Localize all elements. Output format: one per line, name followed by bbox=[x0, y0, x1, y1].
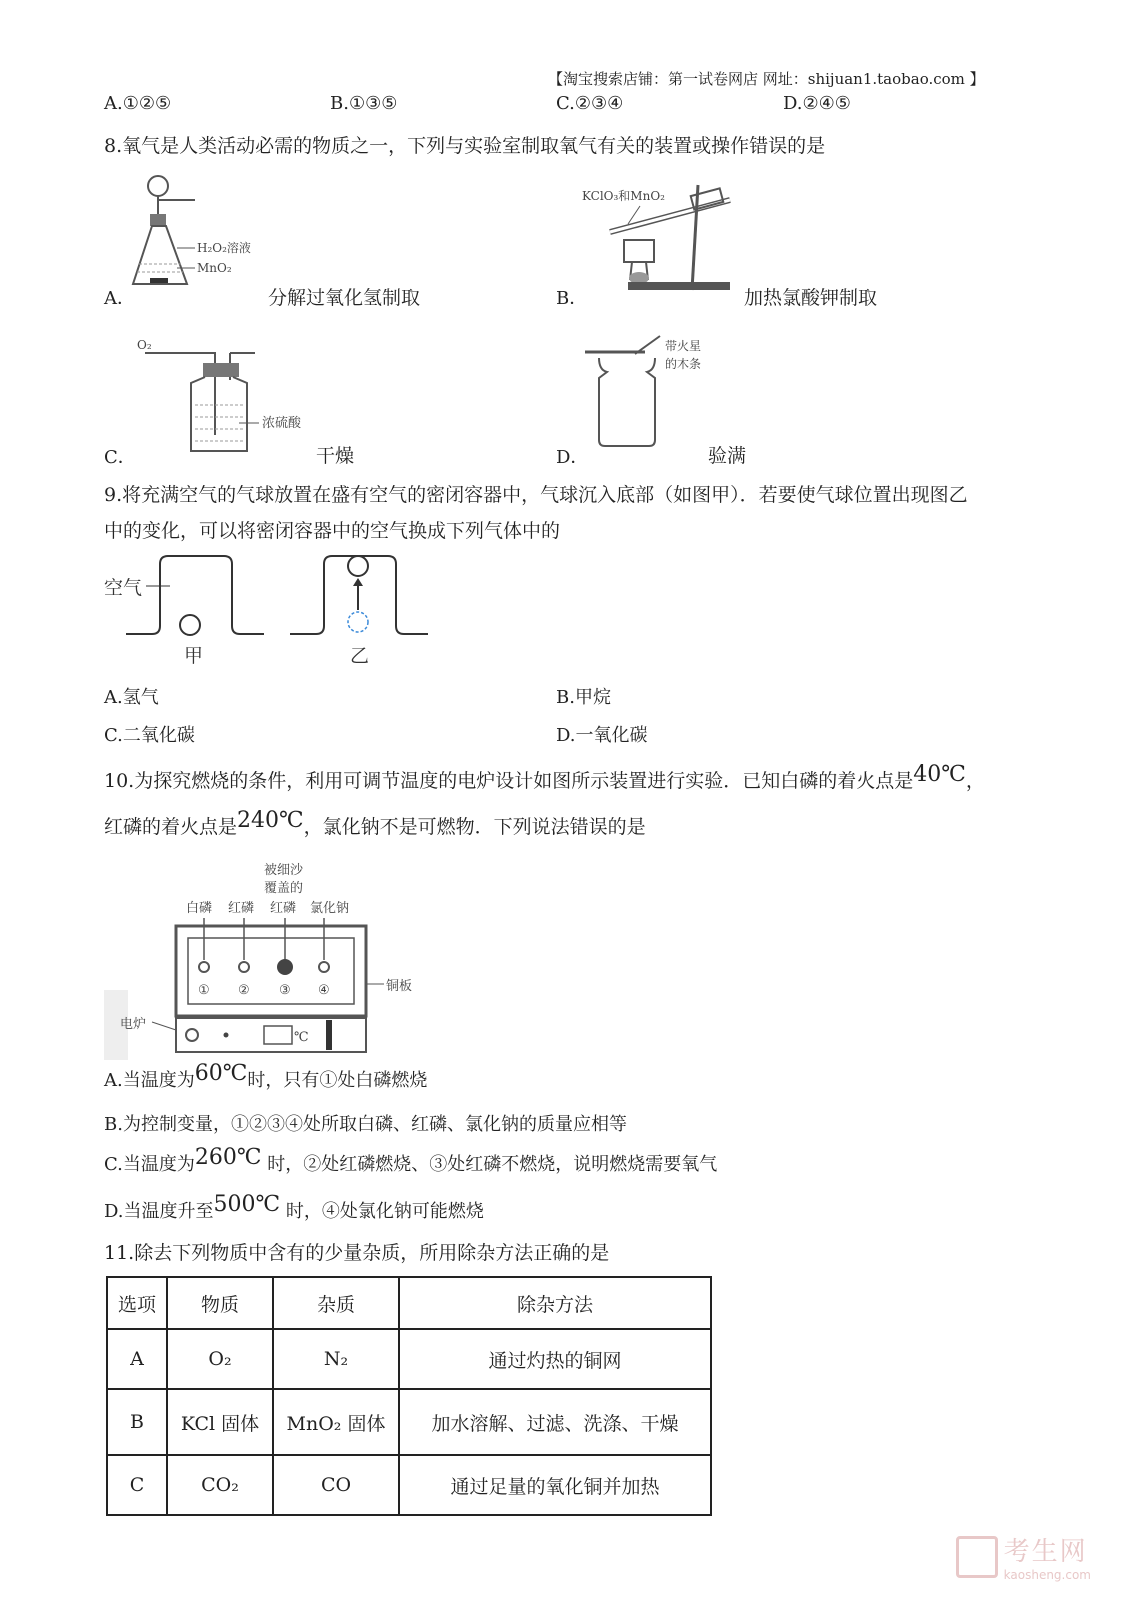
fig-air-label: 空气 bbox=[104, 577, 143, 599]
q8-a-letter: A． bbox=[104, 288, 135, 309]
impurity-table bbox=[106, 1276, 712, 1516]
fig-label-1: 白磷 bbox=[186, 901, 213, 916]
q7-option-a: A.①②⑤ bbox=[104, 93, 172, 114]
fig-top2: 覆盖的 bbox=[264, 881, 304, 896]
c-fig-label2: 浓硫酸 bbox=[262, 416, 302, 431]
c-fig-label1: O₂ bbox=[137, 338, 152, 352]
q8-d-letter: D． bbox=[556, 447, 589, 468]
a-fig-label2: MnO₂ bbox=[197, 261, 232, 275]
watermark-logo-icon bbox=[956, 1536, 998, 1578]
d-fig-label1: 带火星 bbox=[665, 339, 702, 353]
fig-num-2: ② bbox=[238, 983, 250, 998]
q10-option-c: C.当温度为260℃ 时，②处红磷燃烧、③处红磷不燃烧，说明燃烧需要氧气 bbox=[104, 1145, 718, 1175]
table-row: B KCl 固体 MnO₂ 固体 加水溶解、过滤、洗涤、干燥 bbox=[107, 1389, 711, 1455]
q8-a-caption: 分解过氧化氢制取 bbox=[268, 287, 421, 309]
flask-figure bbox=[125, 172, 275, 297]
q7-option-b: B.①③⑤ bbox=[330, 93, 398, 114]
q8-c-caption: 干燥 bbox=[316, 445, 355, 467]
fig-label-4: 氯化钠 bbox=[310, 901, 350, 916]
q9-option-a: A.氢气 bbox=[104, 687, 159, 708]
fig-plate-label: 铜板 bbox=[386, 979, 413, 994]
table-row: C CO₂ CO 通过足量的氧化铜并加热 bbox=[107, 1455, 711, 1515]
fig-num-1: ① bbox=[198, 983, 210, 998]
watermark: 考生网 kaosheng.com bbox=[956, 1531, 1091, 1582]
fig-label-3: 红磷 bbox=[270, 901, 297, 916]
q8-stem: 8.氧气是人类活动必需的物质之一，下列与实验室制取氧气有关的装置或操作错误的是 bbox=[104, 135, 826, 157]
fig-label-2: 红磷 bbox=[228, 901, 255, 916]
q8-b-letter: B． bbox=[556, 288, 588, 309]
q8-c-letter: C． bbox=[104, 447, 136, 468]
balloon-figure bbox=[100, 550, 440, 670]
q10-stem-line2: 红磷的着火点是240℃，氯化钠不是可燃物．下列说法错误的是 bbox=[104, 808, 646, 838]
fig-num-3: ③ bbox=[279, 983, 291, 998]
d-fig-label2: 的木条 bbox=[665, 357, 702, 371]
fig-jia-label: 甲 bbox=[184, 645, 204, 667]
q8-b-caption: 加热氯酸钾制取 bbox=[744, 287, 878, 309]
q10-option-b: B.为控制变量，①②③④处所取白磷、红磷、氯化钠的质量应相等 bbox=[104, 1114, 627, 1135]
b-fig-label: KClO₃和MnO₂ bbox=[582, 189, 665, 203]
q9-stem-line2: 中的变化，可以将密闭容器中的空气换成下列气体中的 bbox=[104, 520, 561, 542]
q9-option-d: D.一氧化碳 bbox=[556, 725, 648, 746]
q7-option-c: C.②③④ bbox=[556, 93, 624, 114]
table-row: A O₂ N₂ 通过灼热的铜网 bbox=[107, 1329, 711, 1389]
fig-top1: 被细沙 bbox=[264, 863, 304, 878]
q10-option-a: A.当温度为60℃时，只有①处白磷燃烧 bbox=[104, 1061, 428, 1091]
q10-stem-line1: 10.为探究燃烧的条件，利用可调节温度的电炉设计如图所示装置进行实验．已知白磷的着火点是40℃， bbox=[104, 762, 985, 792]
a-fig-label1: H₂O₂溶液 bbox=[197, 241, 251, 255]
q9-stem-line1: 9.将充满空气的气球放置在盛有空气的密闭容器中，气球沉入底部（如图甲）．若要使气球位置出现图乙 bbox=[104, 484, 968, 506]
gas-jar-figure bbox=[585, 330, 725, 455]
q10-option-d: D.当温度升至500℃ 时，④处氯化钠可能燃烧 bbox=[104, 1192, 484, 1222]
q7-option-d: D.②④⑤ bbox=[783, 93, 851, 114]
temp-240: 240℃ bbox=[237, 808, 304, 833]
heating-figure bbox=[580, 180, 750, 300]
fig-num-4: ④ bbox=[318, 983, 330, 998]
temp-40: 40℃ bbox=[913, 762, 966, 787]
fig-unit: ℃ bbox=[294, 1030, 309, 1045]
table-header-row: 选项 物质 杂质 除杂方法 bbox=[107, 1277, 711, 1329]
q8-d-caption: 验满 bbox=[708, 445, 747, 467]
fig-stove-label: 电炉 bbox=[120, 1017, 147, 1032]
q9-option-c: C.二氧化碳 bbox=[104, 725, 195, 746]
electric-stove-figure bbox=[104, 860, 424, 1060]
drying-bottle-figure bbox=[135, 335, 315, 460]
q11-stem: 11.除去下列物质中含有的少量杂质，所用除杂方法正确的是 bbox=[104, 1242, 610, 1264]
fig-yi-label: 乙 bbox=[350, 645, 370, 667]
header-shop: 【淘宝搜索店铺：第一试卷网店 网址：shijuan1.taobao.com 】 bbox=[548, 70, 985, 88]
q9-option-b: B.甲烷 bbox=[556, 687, 611, 708]
